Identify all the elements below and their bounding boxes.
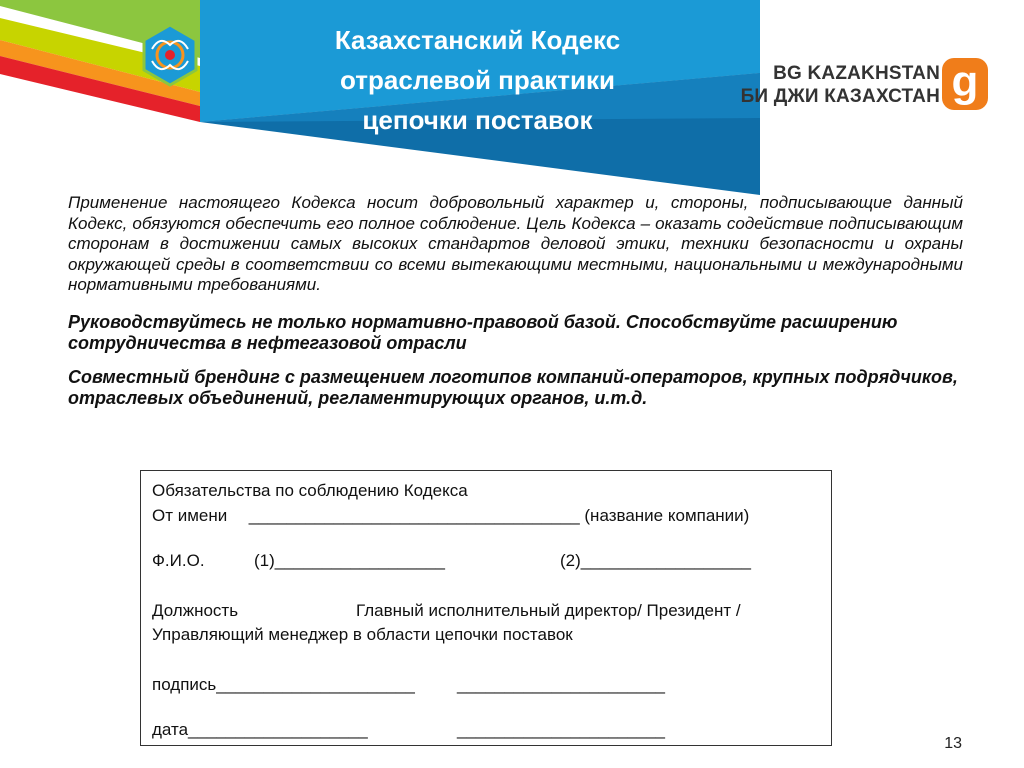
brand-name-cyrillic: БИ ДЖИ КАЗАХСТАН [740,86,940,107]
company-name-field[interactable]: ___________________________________ [248,506,580,525]
fio-field-1[interactable]: (1)__________________ [254,551,445,570]
slide-body [68,193,963,422]
intro-paragraph: Применение настоящего Кодекса носит добровольный характер и, стороны, подписывающие данный Кодекс, обязуются обеспечить его полное соблюдение. Цель Кодекса – оказать содействие подписывающим сторонам в достижении самых высоких стандартов деловой этики, техники безопасности и охраны окружающей среды в соответствии со всеми вытекающими местными, национальными и международными нормативными требованиями. [68,193,963,294]
signature-field-2[interactable]: ______________________ [457,675,666,694]
brand-g-icon: g [942,58,988,110]
date-field-1[interactable]: дата___________________ [152,720,368,739]
branding-paragraph: Совместный брендинг с размещением логотипов компаний-операторов, крупных подрядчиков, отраслевых объединений, регламентирующих органов, и.т.д. [68,366,958,408]
commitment-form [140,470,832,746]
company-name-hint: (название компании) [584,506,750,525]
date-field-2[interactable]: ______________________ [457,720,666,739]
slide-title [300,20,655,140]
fio-label: Ф.И.О. [152,551,205,570]
ornament-emblem [144,25,196,85]
on-behalf-label: От имени [152,506,228,525]
slide-number: 13 [944,735,962,752]
fio-field-2[interactable]: (2)__________________ [560,551,751,570]
position-value-cont: Управляющий менеджер в области цепочки поставок [152,625,573,644]
bg-kazakhstan-logo [740,57,1000,118]
position-label: Должность [152,601,239,620]
form-heading: Обязательства по соблюдению Кодекса [152,481,468,500]
title-line-3: цепочки поставок [362,105,593,135]
title-line-1: Казахстанский Кодекс [334,25,621,55]
title-line-2: отраслевой практики [340,65,615,95]
signature-field-1[interactable]: подпись_____________________ [152,675,415,694]
brand-text [741,62,940,108]
on-behalf-row [152,506,749,526]
brand-name-latin: BG KAZAKHSTAN [773,63,940,84]
position-value: Главный исполнительный директор/ Президент / [356,601,741,620]
guidance-paragraph: Руководствуйтесь не только нормативно-правовой базой. Способствуйте расширению сотрудничества в нефтегазовой отрасли [68,311,898,353]
